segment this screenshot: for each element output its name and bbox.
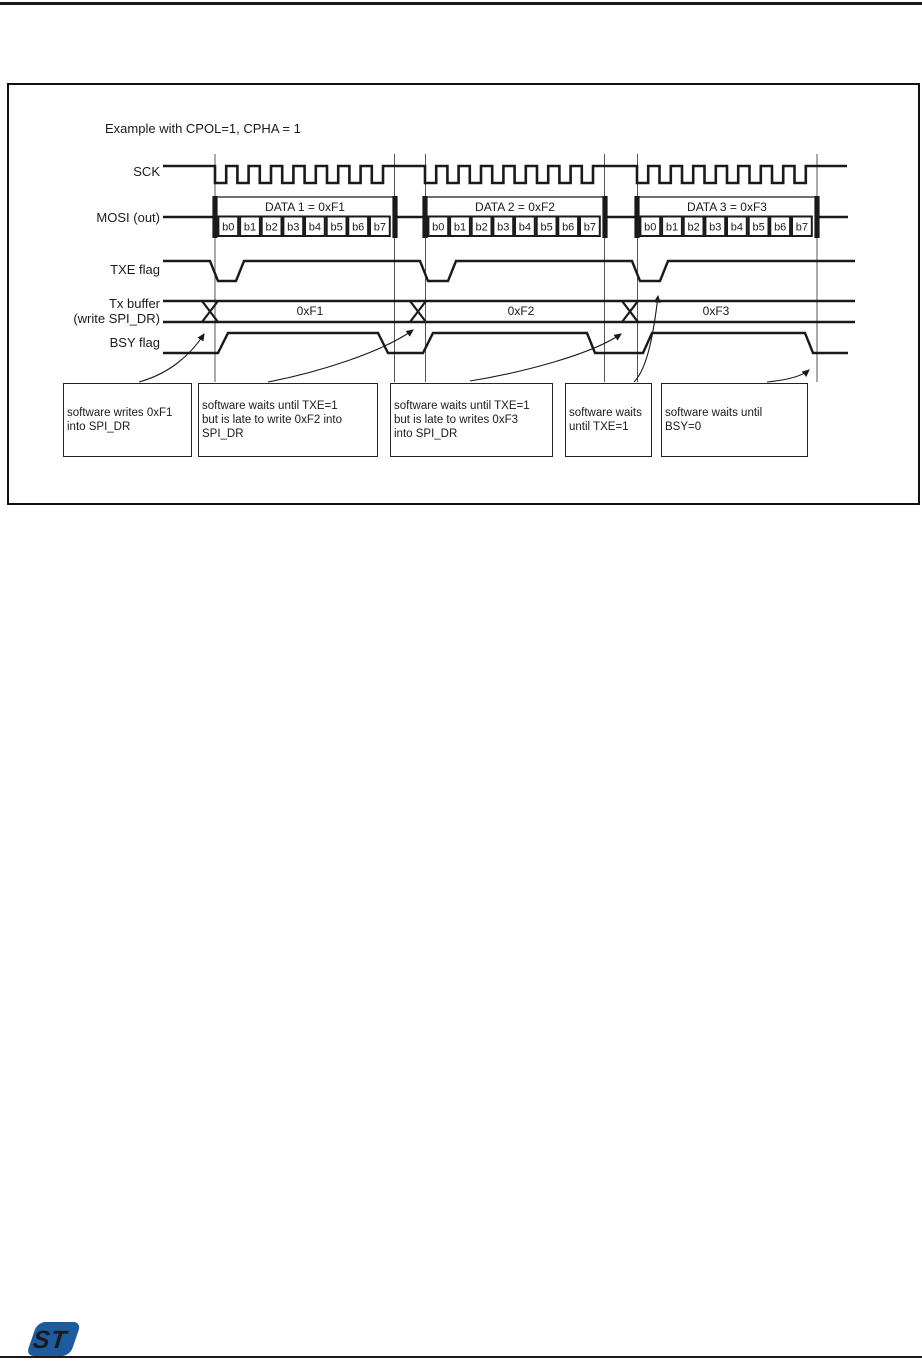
bsy-waveform xyxy=(163,333,848,353)
bit-label: b1 xyxy=(453,221,467,234)
callout-box-wait-bsy xyxy=(661,383,808,457)
byte-boundary-tick xyxy=(634,196,639,238)
bit-label: b6 xyxy=(352,221,365,234)
callout-line: until TXE=1 xyxy=(569,421,629,433)
tx-buffer-value-3: 0xF3 xyxy=(702,304,730,318)
mosi-byte-group-3 xyxy=(634,196,819,238)
byte-boundary-tick xyxy=(422,196,427,238)
footer-rule xyxy=(0,1356,922,1358)
bit-label: b0 xyxy=(432,221,445,234)
bit-label: b0 xyxy=(644,221,657,234)
bit-label: b2 xyxy=(265,221,278,234)
byte-boundary-tick xyxy=(212,196,217,238)
tx-buffer-value-1: 0xF1 xyxy=(296,304,324,318)
callout-line: but is late to writes 0xF3 xyxy=(394,414,518,426)
bit-label: b5 xyxy=(330,221,343,234)
callout-line: software waits until xyxy=(665,407,763,419)
label-txe-flag: TXE flag xyxy=(110,262,160,277)
callout-arrow-5 xyxy=(767,370,809,382)
data-group-label: DATA 3 = 0xF3 xyxy=(687,200,767,214)
bit-label: b3 xyxy=(709,221,722,234)
callout-arrow-2 xyxy=(268,330,413,382)
callout-line: software waits until TXE=1 xyxy=(202,400,338,412)
bit-label: b1 xyxy=(665,221,679,234)
bit-label: b7 xyxy=(583,221,597,234)
bit-label: b6 xyxy=(774,221,787,234)
bit-label: b7 xyxy=(373,221,387,234)
callout-line: software waits until TXE=1 xyxy=(394,400,530,412)
sck-waveform xyxy=(163,166,847,183)
callout-line: software waits xyxy=(569,407,642,419)
callout-line: BSY=0 xyxy=(665,421,702,433)
callout-line: into SPI_DR xyxy=(67,421,131,433)
bus-crossover xyxy=(202,301,638,322)
st-logo-text: ST xyxy=(31,1326,69,1354)
bit-label: b3 xyxy=(287,221,300,234)
byte-boundary-tick xyxy=(814,196,819,238)
callout-line: but is late to write 0xF2 into xyxy=(202,414,342,426)
bit-label: b4 xyxy=(518,221,532,234)
bit-label: b5 xyxy=(540,221,553,234)
bit-label: b6 xyxy=(562,221,575,234)
callout-box-late-0xf3 xyxy=(390,383,553,457)
bit-label: b4 xyxy=(308,221,322,234)
byte-boundary-tick xyxy=(392,196,397,238)
callout-box-late-0xf2 xyxy=(198,383,378,457)
label-bsy-flag: BSY flag xyxy=(109,335,160,350)
bit-label: b0 xyxy=(222,221,235,234)
callout-arrow-3 xyxy=(470,334,621,381)
callout-box-write-0xf1 xyxy=(63,383,192,457)
label-sck: SCK xyxy=(133,164,160,179)
mosi-byte-group-2 xyxy=(422,196,607,238)
bit-label: b4 xyxy=(730,221,744,234)
label-mosi: MOSI (out) xyxy=(96,210,160,225)
callout-line: software writes 0xF1 xyxy=(67,407,173,419)
callout-line: into SPI_DR xyxy=(394,428,458,440)
label-write-spi-dr: (write SPI_DR) xyxy=(73,311,160,326)
bit-label: b5 xyxy=(752,221,765,234)
bit-label: b7 xyxy=(795,221,809,234)
bit-label: b3 xyxy=(497,221,510,234)
byte-boundary-guides xyxy=(215,154,817,382)
mosi-byte-group-1 xyxy=(212,196,397,238)
data-group-label: DATA 2 = 0xF2 xyxy=(475,200,555,214)
label-tx-buffer: Tx buffer xyxy=(108,296,160,311)
bit-label: b1 xyxy=(243,221,257,234)
tx-buffer-value-2: 0xF2 xyxy=(507,304,535,318)
data-group-label: DATA 1 = 0xF1 xyxy=(265,200,345,214)
bit-label: b2 xyxy=(475,221,488,234)
bit-label: b2 xyxy=(687,221,700,234)
st-logo xyxy=(12,1320,84,1360)
callout-box-wait-txe xyxy=(565,383,652,457)
txe-waveform xyxy=(163,261,855,281)
callout-line: SPI_DR xyxy=(202,428,244,440)
figure-title: Example with CPOL=1, CPHA = 1 xyxy=(105,121,301,136)
byte-boundary-tick xyxy=(602,196,607,238)
